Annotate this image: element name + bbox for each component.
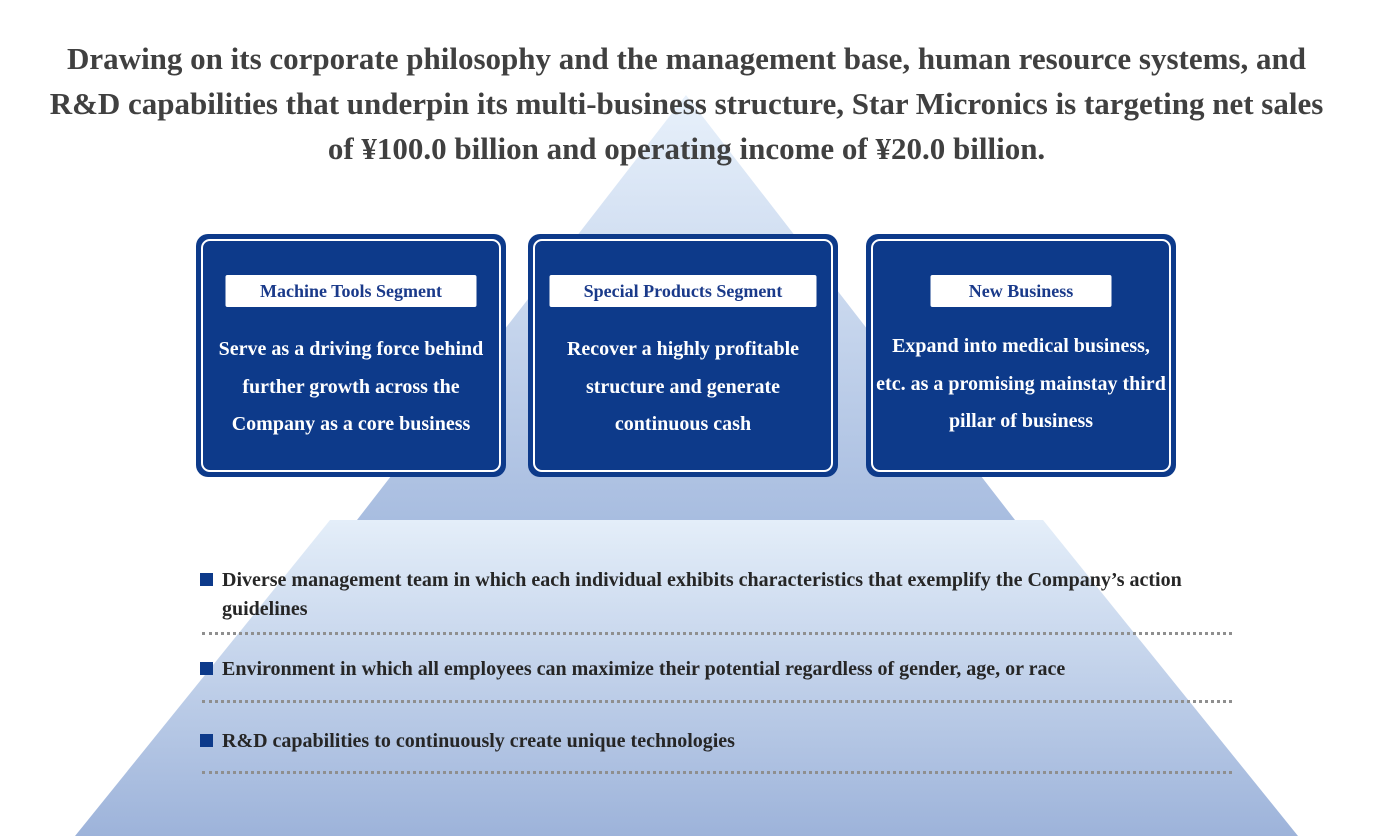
- card-special-products-tag: Special Products Segment: [550, 275, 817, 307]
- headline: Drawing on its corporate philosophy and the management base, human resource systems, and R&D capabilities that underpin its multi-business structure, Star Micronics is targeting net sales of ¥100.0 billion and operating income of ¥20.0 billion.: [49, 41, 1324, 166]
- dotted-divider: [202, 700, 1232, 703]
- card-machine-tools-tag: Machine Tools Segment: [226, 275, 477, 307]
- foundation-item-text: R&D capabilities to continuously create unique technologies: [222, 730, 735, 752]
- card-special-products-inner: [533, 239, 833, 472]
- card-special-products-text: Recover a highly profitable structure and generate continuous cash: [566, 338, 800, 435]
- card-new-business-text: Expand into medical business, etc. as a promising mainstay third pillar of business: [876, 335, 1166, 432]
- dotted-divider: [202, 632, 1232, 635]
- foundation-item-environment: [200, 655, 1236, 684]
- foundation-item-rnd: [200, 727, 1236, 756]
- card-special-products: [528, 234, 838, 477]
- square-bullet-icon: [200, 662, 213, 675]
- card-machine-tools: [196, 234, 506, 477]
- card-new-business-inner: [871, 239, 1171, 472]
- card-machine-tools-text: Serve as a driving force behind further growth across the Company as a core business: [218, 338, 484, 435]
- card-machine-tools-inner: [201, 239, 501, 472]
- square-bullet-icon: [200, 734, 213, 747]
- square-bullet-icon: [200, 573, 213, 586]
- foundation-item-text: Environment in which all employees can maximize their potential regardless of gender, age, or race: [222, 658, 1066, 680]
- foundation-item-management: [200, 566, 1236, 624]
- foundation-item-text: Diverse management team in which each individual exhibits characteristics that exemplify the Company’s action guidelines: [222, 569, 1182, 620]
- foundation-list: [200, 566, 1236, 774]
- card-new-business-tag: New Business: [931, 275, 1112, 307]
- card-new-business: [866, 234, 1176, 477]
- dotted-divider: [202, 771, 1232, 774]
